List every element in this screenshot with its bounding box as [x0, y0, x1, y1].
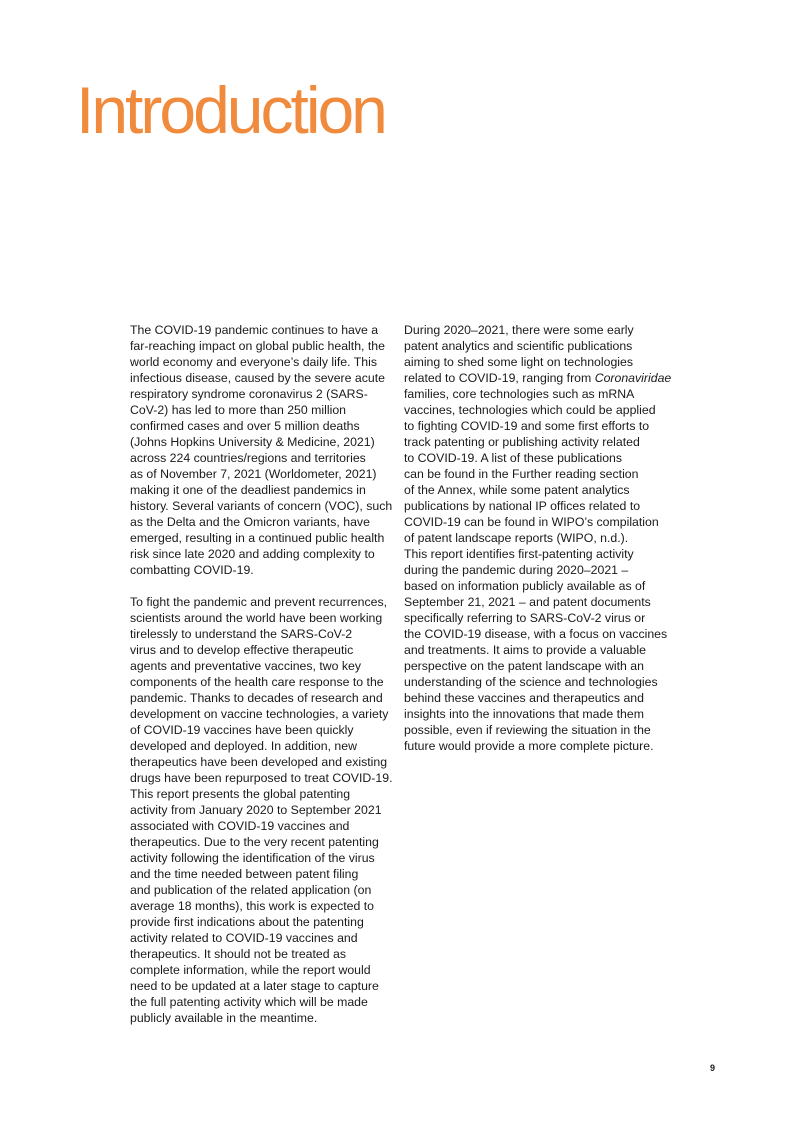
text-line: and the time needed between patent filing: [130, 867, 359, 881]
left-column: [130, 322, 392, 1026]
text-line: can be found in the Further reading section: [404, 467, 639, 481]
paragraph-early-analytics: [404, 322, 672, 754]
text-fragment: related to COVID-19, ranging from: [404, 371, 595, 385]
text-line: COVID-19 can be found in WIPO’s compilation: [404, 515, 659, 529]
text-line: CoV-2) has led to more than 250 million: [130, 403, 346, 417]
text-line: agents and preventative vaccines, two key: [130, 659, 362, 673]
text-line: the COVID-19 disease, with a focus on vaccines: [404, 627, 668, 641]
text-line: history. Several variants of concern (VOC), such: [130, 499, 393, 513]
text-line: therapeutics have been developed and existing: [130, 755, 388, 769]
text-line: world economy and everyone’s daily life. This: [130, 355, 377, 369]
text-line: understanding of the science and technologies: [404, 675, 658, 689]
page-number: 9: [710, 1063, 716, 1073]
text-line: therapeutics. It should not be treated as: [130, 947, 347, 961]
text-line: future would provide a more complete picture.: [404, 739, 654, 753]
text-line: of COVID-19 vaccines have been quickly: [130, 723, 354, 737]
text-line: publications by national IP offices related to: [404, 499, 641, 513]
text-line: confirmed cases and over 5 million deaths: [130, 419, 360, 433]
paragraph-gap: [130, 578, 392, 594]
text-line: virus and to develop effective therapeutic: [130, 643, 354, 657]
coronaviridae-term: Coronaviridae: [594, 371, 672, 385]
text-line: activity from January 2020 to September 2021: [130, 803, 382, 817]
text-line: to fighting COVID-19 and some first efforts to: [404, 419, 650, 433]
text-line: components of the health care response to the: [130, 675, 384, 689]
text-line: of patent landscape reports (WIPO, n.d.).: [404, 531, 629, 545]
text-line: perspective on the patent landscape with an: [404, 659, 644, 673]
text-line: the full patenting activity which will be made: [130, 995, 368, 1009]
text-line: as the Delta and the Omicron variants, have: [130, 515, 370, 529]
text-line: This report identifies first-patenting activity: [404, 547, 634, 561]
text-line: developed and deployed. In addition, new: [130, 739, 357, 753]
text-line: complete information, while the report would: [130, 963, 371, 977]
text-line: activity related to COVID-19 vaccines and: [130, 931, 358, 945]
text-line: as of November 7, 2021 (Worldometer, 2021): [130, 467, 377, 481]
text-line: The COVID-19 pandemic continues to have a: [130, 323, 379, 337]
text-line: to COVID-19. A list of these publications: [404, 451, 623, 465]
text-line: making it one of the deadliest pandemics in: [130, 483, 366, 497]
text-line: aiming to shed some light on technologies: [404, 355, 633, 369]
right-column: [404, 322, 672, 754]
text-line: During 2020–2021, there were some early: [404, 323, 634, 337]
text-line: associated with COVID-19 vaccines and: [130, 819, 350, 833]
text-line: activity following the identification of the virus: [130, 851, 375, 865]
page-title: Introduction: [76, 73, 385, 147]
paragraph-fight-pandemic: [130, 594, 392, 1026]
text-line: provide first indications about the patenting: [130, 915, 364, 929]
text-line: This report presents the global patenting: [130, 787, 351, 801]
paragraph-covid-impact: [130, 322, 392, 578]
text-line: average 18 months), this work is expected to: [130, 899, 375, 913]
text-line: far-reaching impact on global public health, the: [130, 339, 385, 353]
text-line: pandemic. Thanks to decades of research and: [130, 691, 383, 705]
text-line: and treatments. It aims to provide a valuable: [404, 643, 646, 657]
text-line: and publication of the related application (on: [130, 883, 372, 897]
text-line: possible, even if reviewing the situation in the: [404, 723, 651, 737]
text-line: insights into the innovations that made them: [404, 707, 644, 721]
text-line: specifically referring to SARS-CoV-2 virus or: [404, 611, 646, 625]
text-line: during the pandemic during 2020–2021 –: [404, 563, 629, 577]
text-line: therapeutics. Due to the very recent patenting: [130, 835, 379, 849]
text-line: track patenting or publishing activity related: [404, 435, 640, 449]
text-line-with-italic: [404, 370, 672, 386]
text-line: based on information publicly available as of: [404, 579, 646, 593]
text-line: infectious disease, caused by the severe acute: [130, 371, 385, 385]
text-line: families, core technologies such as mRNA: [404, 387, 635, 401]
text-line: across 224 countries/regions and territories: [130, 451, 366, 465]
text-line: scientists around the world have been working: [130, 611, 383, 625]
text-line: drugs have been repurposed to treat COVID-19.: [130, 771, 393, 785]
text-line: publicly available in the meantime.: [130, 1011, 318, 1025]
text-line: To fight the pandemic and prevent recurrences,: [130, 595, 388, 609]
text-line: patent analytics and scientific publications: [404, 339, 633, 353]
text-line: development on vaccine technologies, a variety: [130, 707, 389, 721]
text-line: emerged, resulting in a continued public health: [130, 531, 385, 545]
text-line: (Johns Hopkins University & Medicine, 2021): [130, 435, 375, 449]
text-line: September 21, 2021 – and patent documents: [404, 595, 651, 609]
text-line: vaccines, technologies which could be applied: [404, 403, 656, 417]
text-line: risk since late 2020 and adding complexity to: [130, 547, 375, 561]
text-line: need to be updated at a later stage to capture: [130, 979, 379, 993]
text-line: combatting COVID-19.: [130, 563, 254, 577]
text-line: respiratory syndrome coronavirus 2 (SARS-: [130, 387, 368, 401]
text-line: of the Annex, while some patent analytics: [404, 483, 630, 497]
text-line: behind these vaccines and therapeutics and: [404, 691, 644, 705]
text-line: tirelessly to understand the SARS-CoV-2: [130, 627, 353, 641]
